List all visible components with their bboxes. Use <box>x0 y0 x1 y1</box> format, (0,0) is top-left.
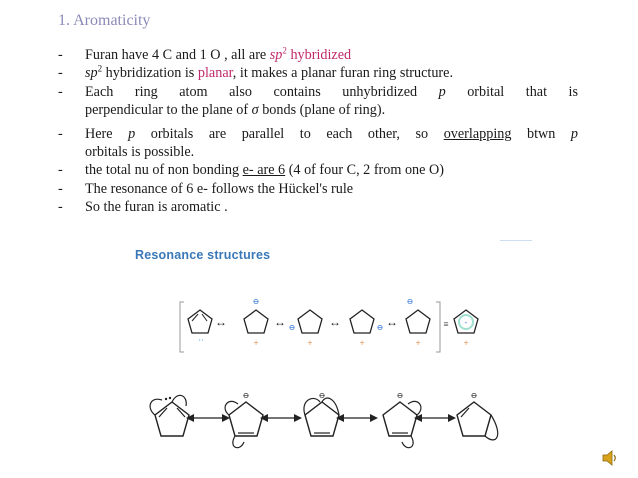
bullet-text: , it makes a planar furan ring structure. <box>232 65 453 82</box>
bullet-marker: - <box>58 125 63 142</box>
left-bracket <box>180 302 184 352</box>
bullet-marker: - <box>58 199 63 216</box>
sp-term: sp <box>85 65 98 82</box>
furan-structure-2 <box>244 310 268 333</box>
bullet-marker: - <box>58 65 63 82</box>
minus-charge: ⊖ <box>242 391 250 400</box>
plus-charge: + <box>359 338 365 348</box>
highlight-text: planar <box>197 65 233 82</box>
resonance-title: Resonance structures <box>135 248 271 262</box>
resonance-arrow: ↔ <box>329 315 341 329</box>
bullet-text: So the furan is aromatic . <box>85 199 228 216</box>
furan-structure-1 <box>188 310 212 333</box>
sp-term: sp <box>269 47 283 63</box>
superscript: 2 <box>97 63 103 74</box>
furan-orbital-2 <box>225 401 263 447</box>
upper-resonance-row <box>180 297 478 352</box>
resonance-arrow: ↔ <box>215 315 227 329</box>
p-term: p <box>128 125 136 142</box>
furan-orbital-4 <box>383 401 421 447</box>
furan-structure-3 <box>298 310 322 333</box>
bullet-text: bonds (plane of ring). <box>258 102 386 119</box>
right-bracket <box>436 302 440 352</box>
furan-structure-5 <box>406 310 430 333</box>
speaker-icon[interactable] <box>600 448 620 468</box>
equivalence-sign: ≡ <box>443 319 449 329</box>
underlined-text: e- are 6 <box>242 162 286 179</box>
bullet-text: hybridization is <box>102 65 198 82</box>
bullet-text: the total nu of non bonding <box>85 162 243 179</box>
bullet-marker: - <box>58 180 63 197</box>
plus-charge: + <box>253 338 259 348</box>
minus-charge: ⊖ <box>470 391 478 400</box>
minus-charge: ⊖ <box>396 391 404 400</box>
bullet-marker: - <box>58 83 63 100</box>
highlight-text: hybridized <box>286 47 352 63</box>
furan-orbital-1 <box>150 395 189 436</box>
furan-structure-4 <box>350 310 374 333</box>
p-term: p <box>570 125 578 142</box>
bullet-text: Furan have 4 C and 1 O , all are <box>85 47 270 63</box>
slide-title: 1. Aromaticity <box>58 12 151 29</box>
oxygen-label: ·· <box>198 336 204 345</box>
underlined-text: overlapping <box>443 125 512 142</box>
bullet-text: btwn <box>511 125 571 142</box>
bullet-marker: - <box>58 47 63 63</box>
bullet-marker: - <box>58 162 63 179</box>
resonance-arrow: ↔ <box>274 315 286 329</box>
furan-orbital-3 <box>304 398 339 436</box>
bullet-text: The resonance of 6 e- follows the Hückel's rule <box>85 180 354 197</box>
minus-charge: ⊖ <box>376 323 384 332</box>
lower-resonance-row <box>150 391 498 448</box>
bullet-line: Each ring atom also contains unhybridized p orbital that is <box>85 83 578 100</box>
bullet-text: perpendicular to the plane of <box>85 102 252 119</box>
furan-orbital-5 <box>457 402 498 440</box>
minus-charge: ⊖ <box>288 323 296 332</box>
minus-charge: ⊖ <box>406 297 414 306</box>
resonance-arrow: ↔ <box>386 315 398 329</box>
superscript: 2 <box>282 45 287 56</box>
minus-charge: ⊖ <box>318 391 326 400</box>
sigma-symbol: σ <box>251 102 259 119</box>
bullet-text: Here <box>85 125 129 142</box>
bullet-line: orbitals is possible. <box>85 144 195 161</box>
bullet-text: orbitals are parallel to each other, so <box>135 125 444 142</box>
plus-charge: + <box>463 338 469 348</box>
bullet-text: (4 of four C, 2 from one O) <box>285 162 444 179</box>
plus-charge: + <box>307 338 313 348</box>
plus-charge: + <box>415 338 421 348</box>
hybrid-minus-label: - <box>464 318 468 327</box>
minus-charge: ⊖ <box>252 297 260 306</box>
